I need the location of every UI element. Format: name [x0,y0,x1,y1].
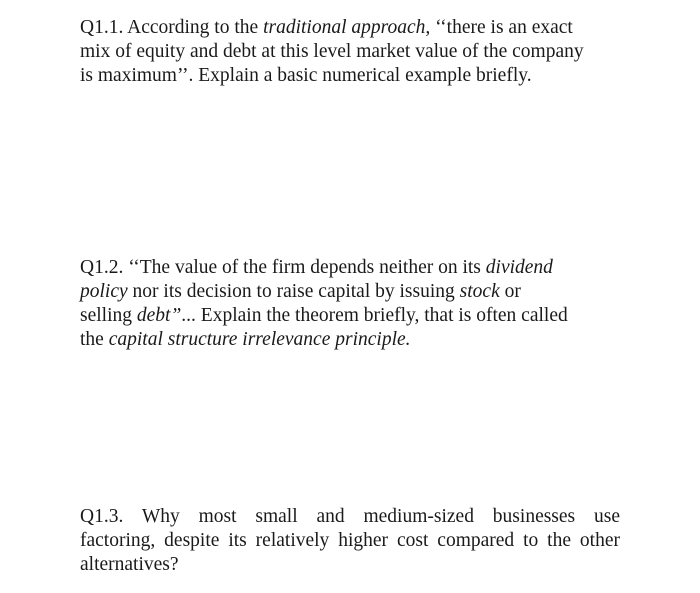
question-line [80,64,620,88]
question-line [80,328,620,352]
question-1-2 [80,256,620,352]
text-run: or [499,281,521,302]
question-line [80,553,620,577]
text-run: Q1.3. Why most small and medium-sized businesses use [80,506,620,527]
text-run: selling [80,305,137,326]
question-line [80,304,620,328]
text-run: mix of equity and debt at this level market value of the company [80,41,584,62]
question-1-1 [80,16,620,88]
italic-text: capital structure irrelevance principle. [108,329,411,350]
text-run: ... Explain the theorem briefly, that is often called [181,305,568,326]
question-line [80,256,620,280]
question-1-3 [80,505,620,577]
question-line [80,529,620,553]
question-line [80,505,620,529]
text-run: alternatives? [80,554,179,575]
text-run: factoring, despite its relatively higher cost compared to the other [80,530,620,551]
question-line [80,280,620,304]
italic-text: stock [459,281,500,302]
text-run: is maximum’’. Explain a basic numerical example briefly. [80,65,532,86]
text-run: Q1.1. According to the [80,17,264,38]
italic-text: traditional approach, [263,17,431,38]
text-run: nor its decision to raise capital by issuing [127,281,460,302]
text-run: the [80,329,109,350]
text-run: ‘‘there is an exact [430,17,573,38]
italic-text: debt” [136,305,182,326]
text-run: Q1.2. ‘‘The value of the firm depends neither on its [80,257,486,278]
question-line [80,16,620,40]
question-line [80,40,620,64]
italic-text: dividend [485,257,553,278]
italic-text: policy [80,281,128,302]
